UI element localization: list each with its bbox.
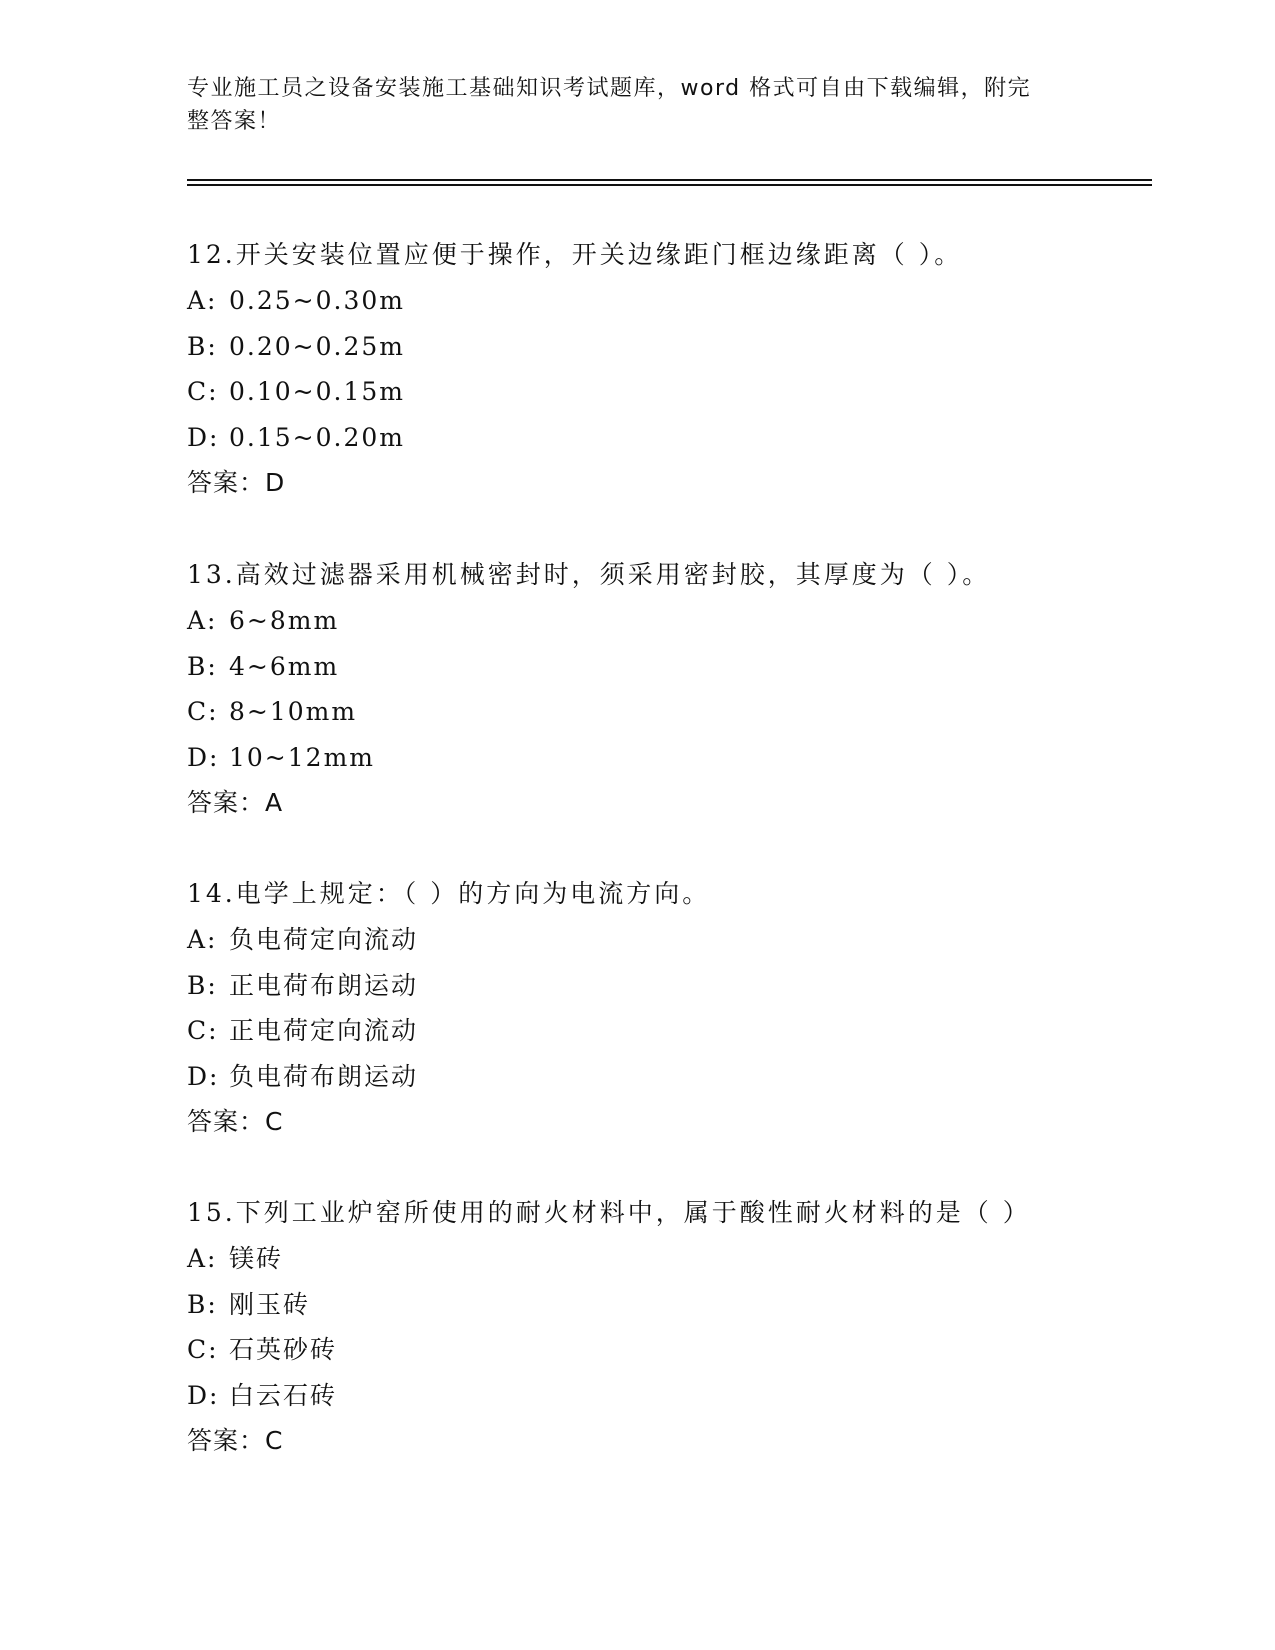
option-c bbox=[187, 369, 1147, 415]
option-b bbox=[187, 963, 1147, 1009]
question-stem: 15.下列工业炉窑所使用的耐火材料中，属于酸性耐火材料的是（ ） bbox=[187, 1198, 1031, 1227]
option-label: D: bbox=[187, 422, 220, 452]
option-text: 0.20~0.25m bbox=[229, 331, 405, 361]
header-divider-top bbox=[187, 179, 1152, 181]
option-label: D: bbox=[187, 1380, 220, 1410]
question-stem: 12.开关安装位置应便于操作，开关边缘距门框边缘距离（ ）。 bbox=[187, 240, 963, 269]
option-d bbox=[187, 415, 1147, 461]
question-stem: 14.电学上规定：（ ）的方向为电流方向。 bbox=[187, 879, 711, 908]
option-text: 正电荷定向流动 bbox=[229, 1016, 419, 1045]
option-text: 石英砂砖 bbox=[229, 1335, 338, 1364]
answer-line: 答案：A bbox=[187, 788, 284, 817]
option-label: D: bbox=[187, 1061, 220, 1091]
option-a bbox=[187, 917, 1147, 963]
option-text: 8~10mm bbox=[229, 697, 358, 726]
option-label: C: bbox=[187, 1016, 219, 1045]
option-c bbox=[187, 689, 1147, 735]
header-divider-bottom bbox=[187, 184, 1152, 186]
answer-line: 答案：D bbox=[187, 468, 286, 497]
question-stem: 13.高效过滤器采用机械密封时，须采用密封胶，其厚度为（ ）。 bbox=[187, 560, 991, 589]
option-text: 负电荷布朗运动 bbox=[229, 1061, 419, 1091]
option-label: B: bbox=[187, 651, 218, 681]
question-15 bbox=[187, 1190, 1147, 1464]
option-d bbox=[187, 735, 1147, 781]
document-header bbox=[187, 72, 1067, 138]
option-label: B: bbox=[187, 331, 218, 361]
option-label: A: bbox=[187, 606, 218, 635]
option-text: 6~8mm bbox=[229, 606, 340, 635]
option-a bbox=[187, 598, 1147, 644]
option-text: 刚玉砖 bbox=[229, 1289, 311, 1319]
question-13 bbox=[187, 552, 1147, 826]
option-text: 白云石砖 bbox=[229, 1380, 338, 1410]
option-text: 正电荷布朗运动 bbox=[229, 970, 419, 1000]
option-c bbox=[187, 1008, 1147, 1054]
option-label: B: bbox=[187, 1289, 218, 1319]
option-label: A: bbox=[187, 925, 218, 954]
option-label: B: bbox=[187, 970, 218, 1000]
option-b bbox=[187, 644, 1147, 690]
question-14 bbox=[187, 871, 1147, 1145]
option-label: D: bbox=[187, 742, 220, 772]
option-text: 0.10~0.15m bbox=[229, 377, 405, 406]
answer-line: 答案：C bbox=[187, 1426, 284, 1455]
option-d bbox=[187, 1373, 1147, 1419]
option-label: A: bbox=[187, 286, 218, 315]
answer-line: 答案：C bbox=[187, 1107, 284, 1136]
option-label: C: bbox=[187, 697, 219, 726]
option-text: 0.15~0.20m bbox=[229, 422, 405, 452]
option-a bbox=[187, 1236, 1147, 1282]
header-line-2: 整答案！ bbox=[187, 109, 282, 134]
option-a bbox=[187, 278, 1147, 324]
option-label: A: bbox=[187, 1244, 218, 1273]
option-text: 0.25~0.30m bbox=[229, 286, 405, 315]
option-text: 10~12mm bbox=[229, 742, 375, 772]
option-text: 负电荷定向流动 bbox=[229, 925, 419, 954]
option-label: C: bbox=[187, 1335, 219, 1364]
option-d bbox=[187, 1054, 1147, 1100]
header-line-1: 专业施工员之设备安装施工基础知识考试题库，word 格式可自由下载编辑，附完 bbox=[187, 76, 1032, 101]
option-label: C: bbox=[187, 377, 219, 406]
option-b bbox=[187, 324, 1147, 370]
option-text: 4~6mm bbox=[229, 651, 340, 681]
question-12 bbox=[187, 232, 1147, 506]
option-b bbox=[187, 1282, 1147, 1328]
option-c bbox=[187, 1327, 1147, 1373]
option-text: 镁砖 bbox=[229, 1244, 284, 1273]
